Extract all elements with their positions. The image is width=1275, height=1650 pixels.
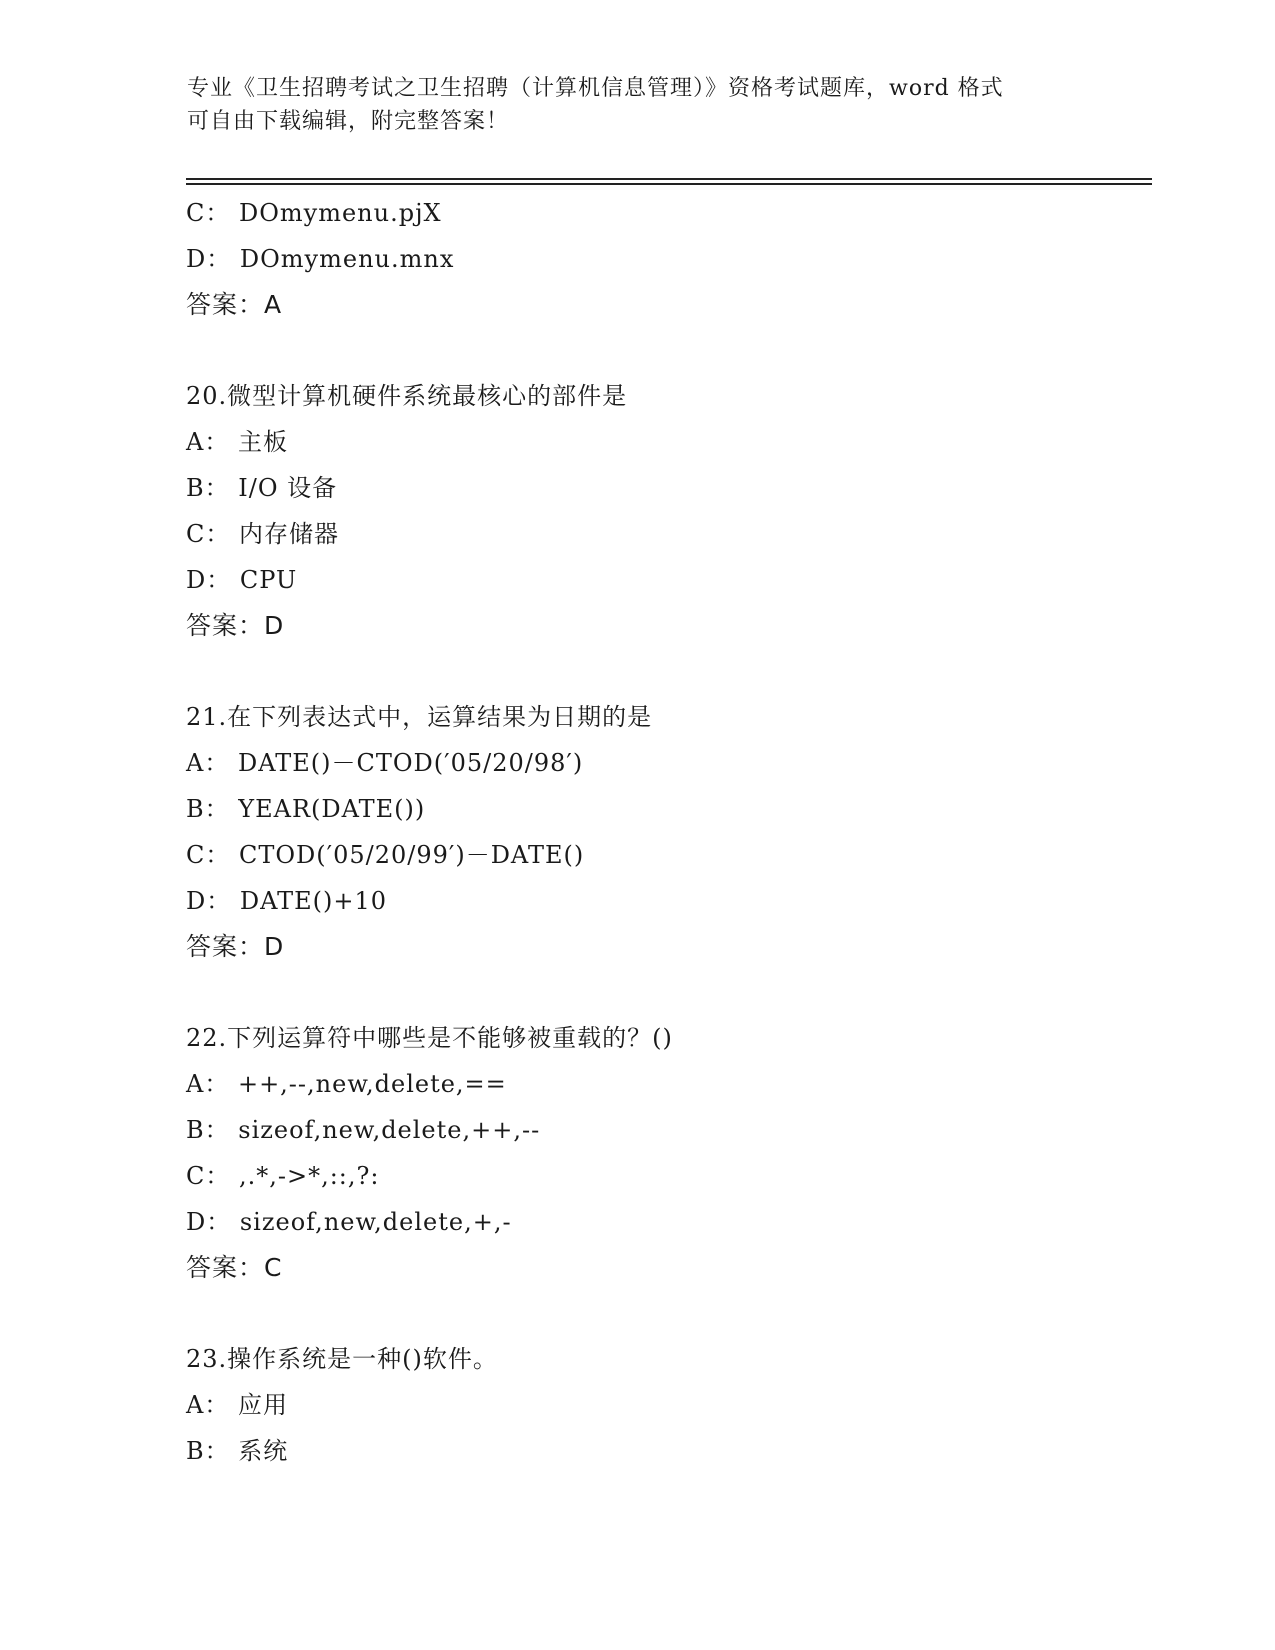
option-d: D： sizeof,new,delete,+,- <box>186 1208 512 1236</box>
option-b: B： sizeof,new,delete,++,-- <box>186 1116 541 1144</box>
option-c: C： ,.*,->*,::,?: <box>186 1162 380 1190</box>
option-d: D： CPU <box>186 566 298 594</box>
header-line-1: 专业《卫生招聘考试之卫生招聘（计算机信息管理）》资格考试题库，word 格式 <box>187 76 1004 101</box>
question-text: 23.操作系统是一种()软件。 <box>186 1345 498 1373</box>
answer-text: 答案：D <box>186 932 285 961</box>
header-divider-top <box>186 178 1152 180</box>
spacer <box>186 328 1146 373</box>
spacer <box>186 970 1146 1015</box>
option-a: A： ++,--,new,delete,== <box>186 1070 507 1098</box>
previous-question-tail <box>186 190 1146 328</box>
question-20 <box>186 373 1146 649</box>
question-22 <box>186 1015 1146 1291</box>
option-d: D： DATE()+10 <box>186 887 388 915</box>
option-d: D： DOmymenu.mnx <box>186 245 455 273</box>
answer-text: 答案：C <box>186 1253 283 1282</box>
header-divider-bottom <box>186 183 1152 185</box>
option-c: C： DOmymenu.pjX <box>186 199 442 227</box>
option-a: A： 应用 <box>186 1391 288 1419</box>
option-b: B： YEAR(DATE()) <box>186 795 426 823</box>
question-text: 20.微型计算机硬件系统最核心的部件是 <box>186 382 628 410</box>
spacer <box>186 649 1146 694</box>
option-c: C： 内存储器 <box>186 520 339 548</box>
option-b: B： 系统 <box>186 1437 289 1465</box>
option-a: A： DATE()－CTOD(′05/20/98′) <box>186 749 584 777</box>
option-c: C： CTOD(′05/20/99′)－DATE() <box>186 841 585 869</box>
answer-text: 答案：D <box>186 611 285 640</box>
question-text: 22.下列运算符中哪些是不能够被重载的？() <box>186 1024 673 1052</box>
question-23 <box>186 1336 1146 1474</box>
option-b: B： I/O 设备 <box>186 474 338 502</box>
option-a: A： 主板 <box>186 428 288 456</box>
spacer <box>186 1291 1146 1336</box>
header-line-2: 可自由下载编辑，附完整答案！ <box>187 109 510 134</box>
answer-text: 答案：A <box>186 290 283 319</box>
question-list <box>186 190 1146 1474</box>
question-text: 21.在下列表达式中，运算结果为日期的是 <box>186 703 653 731</box>
question-21 <box>186 694 1146 970</box>
document-header <box>187 72 1087 138</box>
